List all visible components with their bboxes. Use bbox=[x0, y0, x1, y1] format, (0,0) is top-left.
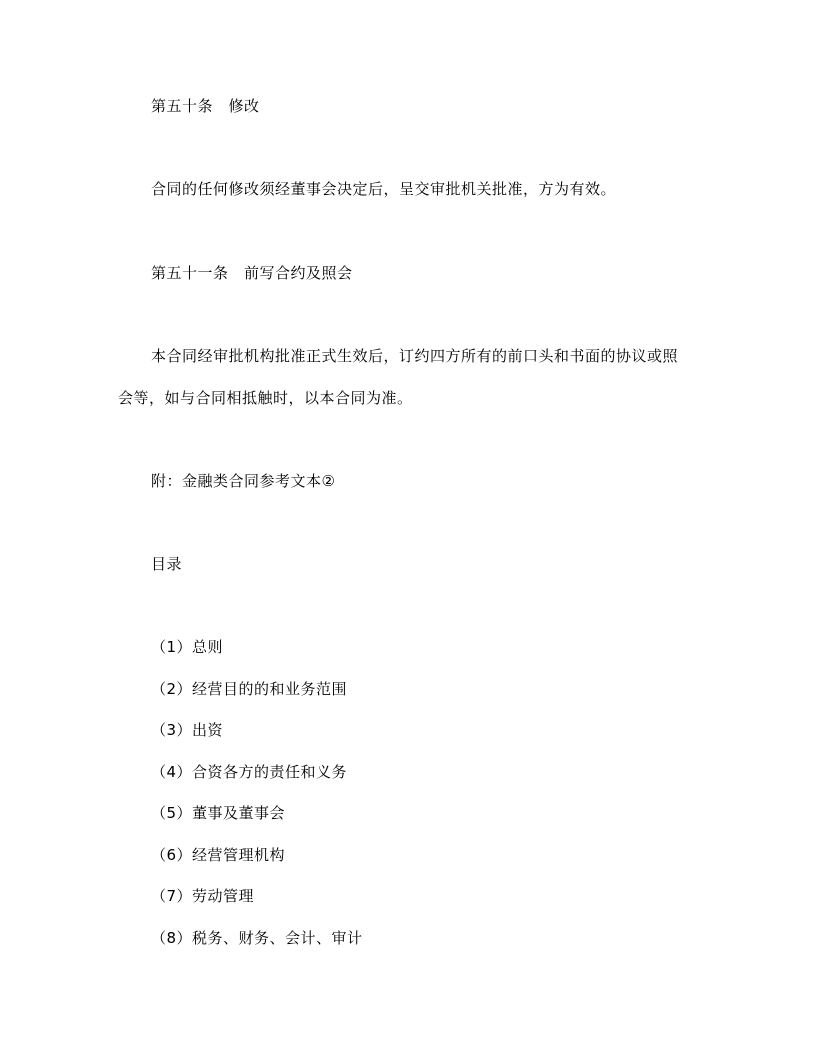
toc-item: （6）经营管理机构 bbox=[151, 846, 286, 864]
article-50-heading: 第五十条 修改 bbox=[151, 97, 260, 115]
toc-item: （3）出资 bbox=[151, 721, 224, 739]
article-50-body: 合同的任何修改须经董事会决定后，呈交审批机关批准，方为有效。 bbox=[151, 180, 617, 198]
appendix-title: 附：金融类合同参考文本② bbox=[151, 472, 336, 490]
toc-item: （8）税务、财务、会计、审计 bbox=[151, 929, 363, 947]
article-51-body-line-2: 会等，如与合同相抵触时，以本合同为准。 bbox=[118, 389, 413, 407]
toc-item: （2）经营目的的和业务范围 bbox=[151, 680, 348, 698]
toc-item: （7）劳动管理 bbox=[151, 887, 255, 905]
toc-item: （4）合资各方的责任和义务 bbox=[151, 763, 348, 781]
toc-item: （5）董事及董事会 bbox=[151, 804, 286, 822]
article-51-body-line-1: 本合同经审批机构批准正式生效后，订约四方所有的前口头和书面的协议或照 bbox=[151, 347, 679, 365]
article-51-heading: 第五十一条 前写合约及照会 bbox=[151, 264, 353, 282]
toc-item: （1）总则 bbox=[151, 638, 224, 656]
toc-title: 目录 bbox=[151, 555, 183, 573]
